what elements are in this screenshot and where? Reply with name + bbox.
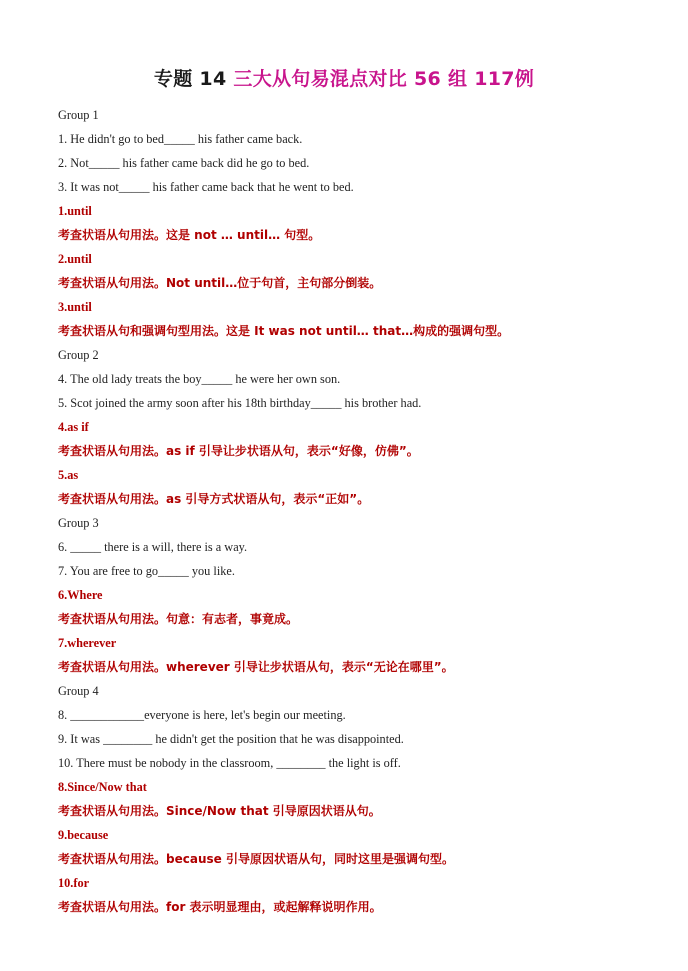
answer-line: 5.as <box>58 468 79 482</box>
question-line: 5. Scot joined the army soon after his 18th birthday_____ his brother had. <box>58 396 422 410</box>
question-line: 9. It was ________ he didn't get the position that he was disappointed. <box>58 732 404 746</box>
question-line: 4. The old lady treats the boy_____ he were her own son. <box>58 372 341 386</box>
title-prefix: 专题 14 <box>153 68 234 90</box>
explanation-line: 考查状语从句用法。because 引导原因状语从句，同时这里是强调句型。 <box>58 852 454 866</box>
explanation-line: 考查状语从句用法。as 引导方式状语从句，表示“正如”。 <box>58 492 370 506</box>
question-line: 10. There must be nobody in the classroom, ________ the light is off. <box>58 756 401 770</box>
answer-line: 1.until <box>58 204 92 218</box>
question-line: 3. It was not_____ his father came back that he went to bed. <box>58 180 354 194</box>
answer-line: 9.because <box>58 828 109 842</box>
explanation-line: 考查状语从句用法。Since/Now that 引导原因状语从句。 <box>58 804 381 818</box>
question-line: 6. _____ there is a will, there is a way. <box>58 540 248 554</box>
explanation-line: 考查状语从句用法。Not until…位于句首，主句部分倒装。 <box>58 276 382 290</box>
answer-line: 2.until <box>58 252 92 266</box>
group-heading: Group 1 <box>58 108 99 122</box>
explanation-line: 考查状语从句用法。as if 引导让步状语从句，表示“好像，仿佛”。 <box>58 444 419 458</box>
question-line: 2. Not_____ his father came back did he go to bed. <box>58 156 310 170</box>
answer-line: 6.Where <box>58 588 103 602</box>
answer-line: 3.until <box>58 300 92 314</box>
explanation-line: 考查状语从句用法。这是 not … until… 句型。 <box>58 228 321 242</box>
explanation-line: 考查状语从句用法。句意：有志者，事竟成。 <box>58 612 299 626</box>
question-line: 8. ____________everyone is here, let's begin our meeting. <box>58 708 346 722</box>
question-line: 7. You are free to go_____ you like. <box>58 564 235 578</box>
title-main: 三大从句易混点对比 56 组 117例 <box>233 68 535 90</box>
answer-line: 7.wherever <box>58 636 117 650</box>
question-line: 1. He didn't go to bed_____ his father came back. <box>58 132 303 146</box>
explanation-line: 考查状语从句用法。for 表示明显理由，或起解释说明作用。 <box>58 900 382 914</box>
group-heading: Group 3 <box>58 516 99 530</box>
answer-line: 4.as if <box>58 420 89 434</box>
page-title <box>58 64 630 91</box>
group-heading: Group 2 <box>58 348 99 362</box>
explanation-line: 考查状语从句和强调句型用法。这是 It was not until… that…构成的强调句型。 <box>58 324 510 338</box>
answer-line: 8.Since/Now that <box>58 780 147 794</box>
explanation-line: 考查状语从句用法。wherever 引导让步状语从句，表示“无论在哪里”。 <box>58 660 454 674</box>
group-heading: Group 4 <box>58 684 99 698</box>
answer-line: 10.for <box>58 876 90 890</box>
